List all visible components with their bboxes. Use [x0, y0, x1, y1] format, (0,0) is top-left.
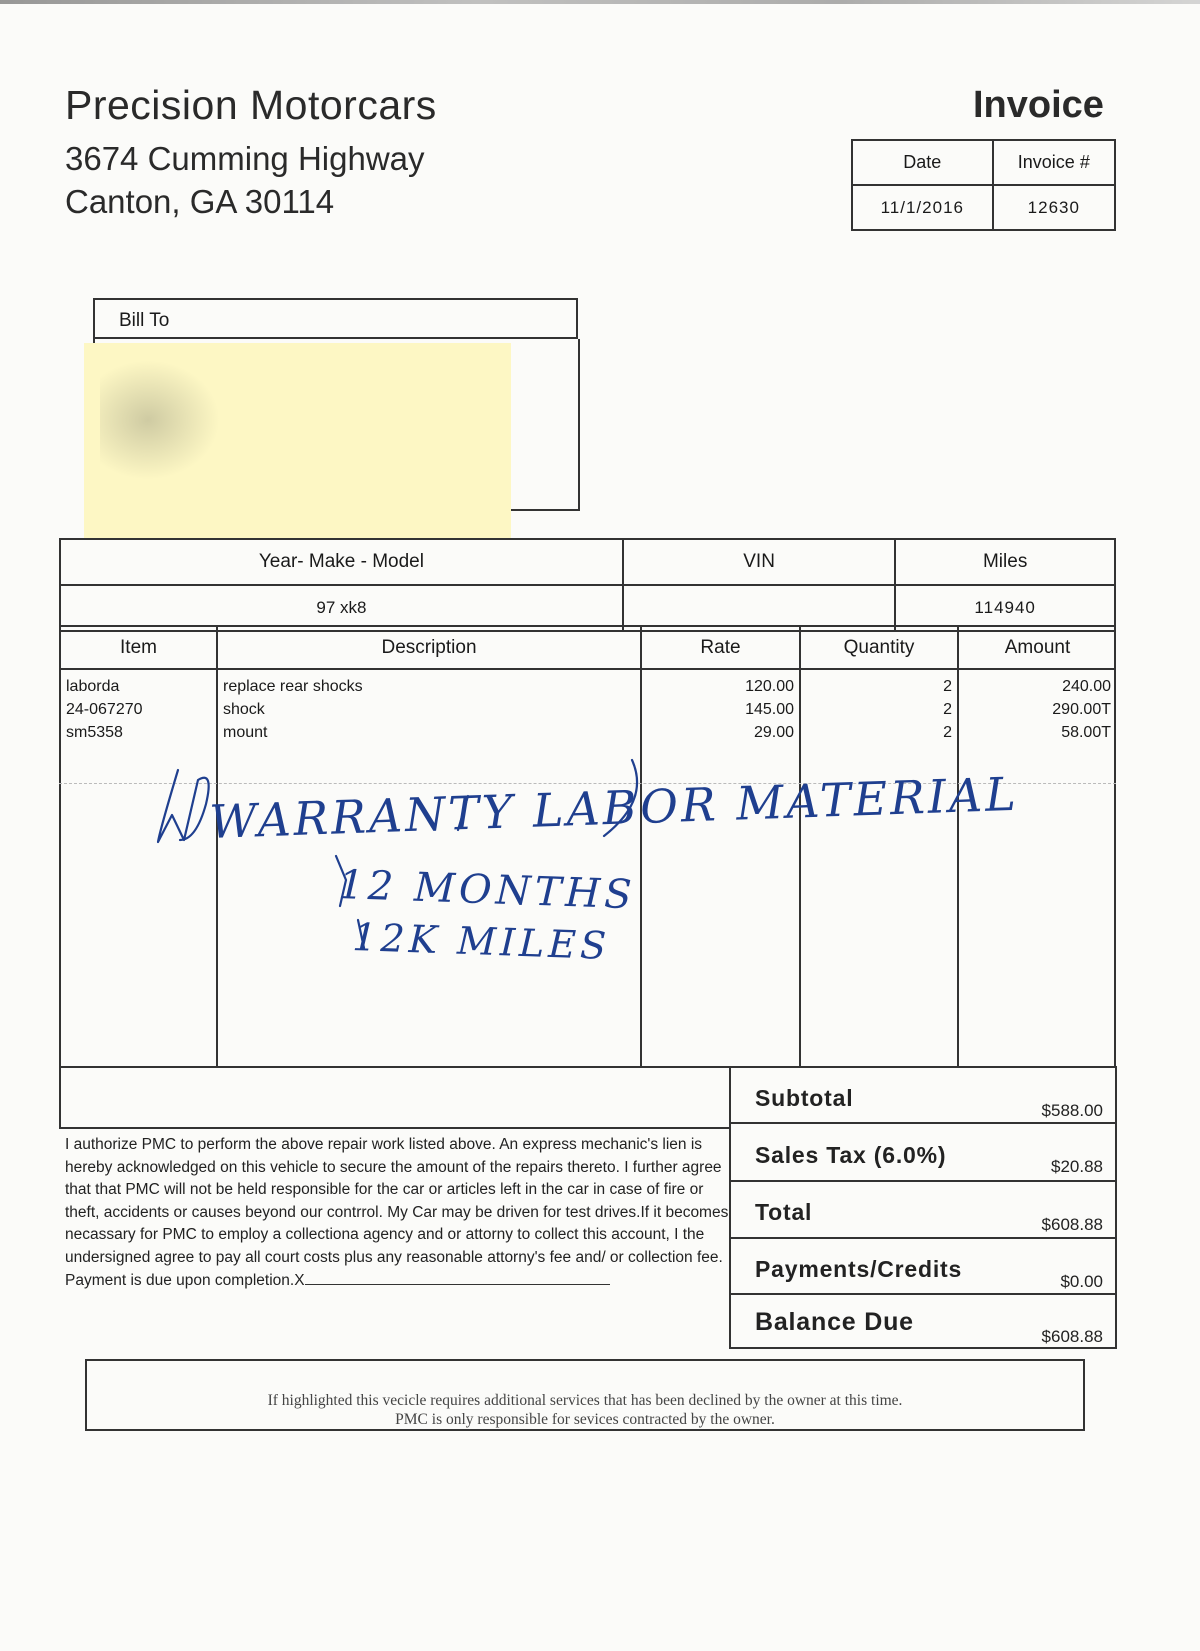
balance-due-row: [729, 1293, 1117, 1349]
total-value: $608.88: [1041, 1215, 1103, 1234]
document-title: Invoice: [973, 84, 1104, 126]
balance-due-label: Balance Due: [755, 1308, 914, 1336]
sales-tax-value: $20.88: [1051, 1157, 1103, 1176]
item-quantity: 2: [943, 678, 952, 695]
handwriting-line2: 12 MONTHS: [337, 862, 637, 919]
company-address-line1: 3674 Cumming Highway: [65, 140, 425, 177]
total-label: Total: [755, 1199, 813, 1225]
subtotal-label: Subtotal: [755, 1085, 854, 1111]
handwriting-line1: WARRANTY LABOR MATERIAL: [208, 766, 1020, 849]
item-quantity: 2: [943, 724, 952, 741]
item-code: 24-067270: [66, 701, 143, 718]
item-code: laborda: [66, 678, 120, 695]
year-make-model-value: 97 xk8: [60, 585, 623, 631]
subtotal-row: [729, 1066, 1117, 1124]
column-header-item: Item: [120, 637, 157, 658]
invoice-number-value: 12630: [993, 185, 1115, 230]
item-quantity: 2: [943, 701, 952, 718]
item-description: mount: [223, 724, 268, 741]
payments-credits-label: Payments/Credits: [755, 1256, 963, 1282]
miles-value: 114940: [895, 585, 1115, 631]
column-header-amount: Amount: [1004, 637, 1071, 658]
notice-line2: PMC is only responsible for sevices contracted by the owner.: [395, 1411, 775, 1428]
item-amount: 58.00T: [1061, 724, 1111, 741]
item-amount: 290.00T: [1052, 701, 1111, 718]
item-amount: 240.00: [1062, 678, 1111, 695]
item-description: replace rear shocks: [223, 678, 363, 695]
subtotal-value: $588.00: [1041, 1101, 1103, 1120]
payments-credits-row: [729, 1237, 1117, 1295]
total-row: [729, 1180, 1117, 1239]
signature-line[interactable]: [305, 1270, 610, 1285]
item-rate: 145.00: [745, 701, 794, 718]
balance-due-value: $608.88: [1041, 1327, 1103, 1346]
invoice-number-label: Invoice #: [993, 140, 1115, 185]
payments-credits-value: $0.00: [1060, 1272, 1103, 1291]
item-code: sm5358: [66, 724, 123, 741]
terms-paragraph: [65, 1134, 730, 1292]
column-header-description: Description: [381, 637, 477, 658]
bill-to-label: Bill To: [119, 310, 170, 331]
year-make-model-label: Year- Make - Model: [60, 539, 623, 585]
company-address-line2: Canton, GA 30114: [65, 183, 335, 220]
company-name: Precision Motorcars: [65, 82, 437, 128]
handwriting-line3: 12K MILES: [351, 915, 611, 968]
handwriting-text: [208, 767, 1019, 968]
sales-tax-row: [729, 1122, 1117, 1182]
notice-line1: If highlighted this vecicle requires additional services that has been declined by the owner at this time.: [267, 1392, 903, 1409]
column-header-rate: Rate: [700, 637, 741, 658]
item-rate: 120.00: [745, 678, 794, 695]
sales-tax-label: Sales Tax (6.0%): [755, 1142, 947, 1168]
date-label: Date: [852, 140, 993, 185]
column-header-quantity: Quantity: [843, 637, 915, 658]
miles-label: Miles: [895, 539, 1115, 585]
notice-box: [85, 1359, 1085, 1431]
item-description: shock: [223, 701, 265, 718]
item-rate: 29.00: [753, 724, 794, 741]
date-value: 11/1/2016: [852, 185, 993, 230]
terms-blank-box: [59, 1066, 731, 1129]
terms-text: I authorize PMC to perform the above repair work listed above. An express mechanic's lien is hereby acknowledged on this vehicle to secure the amount of the repairs thereto. I further agree that that PMC will not be held responsible for the car or articles left in the car in case of fire or theft, accidents or causes beyond our contrrol. My Car may be driven for test drives.If it becomes necassary for PMC to employ a collectiona agency and or attorny to collect this account, I the undersigned agree to pay all court costs plus any reasonable attorny's fee and/ or collection fee. Payment is due upon completion.X: [65, 1136, 729, 1289]
vin-label: VIN: [623, 539, 895, 585]
